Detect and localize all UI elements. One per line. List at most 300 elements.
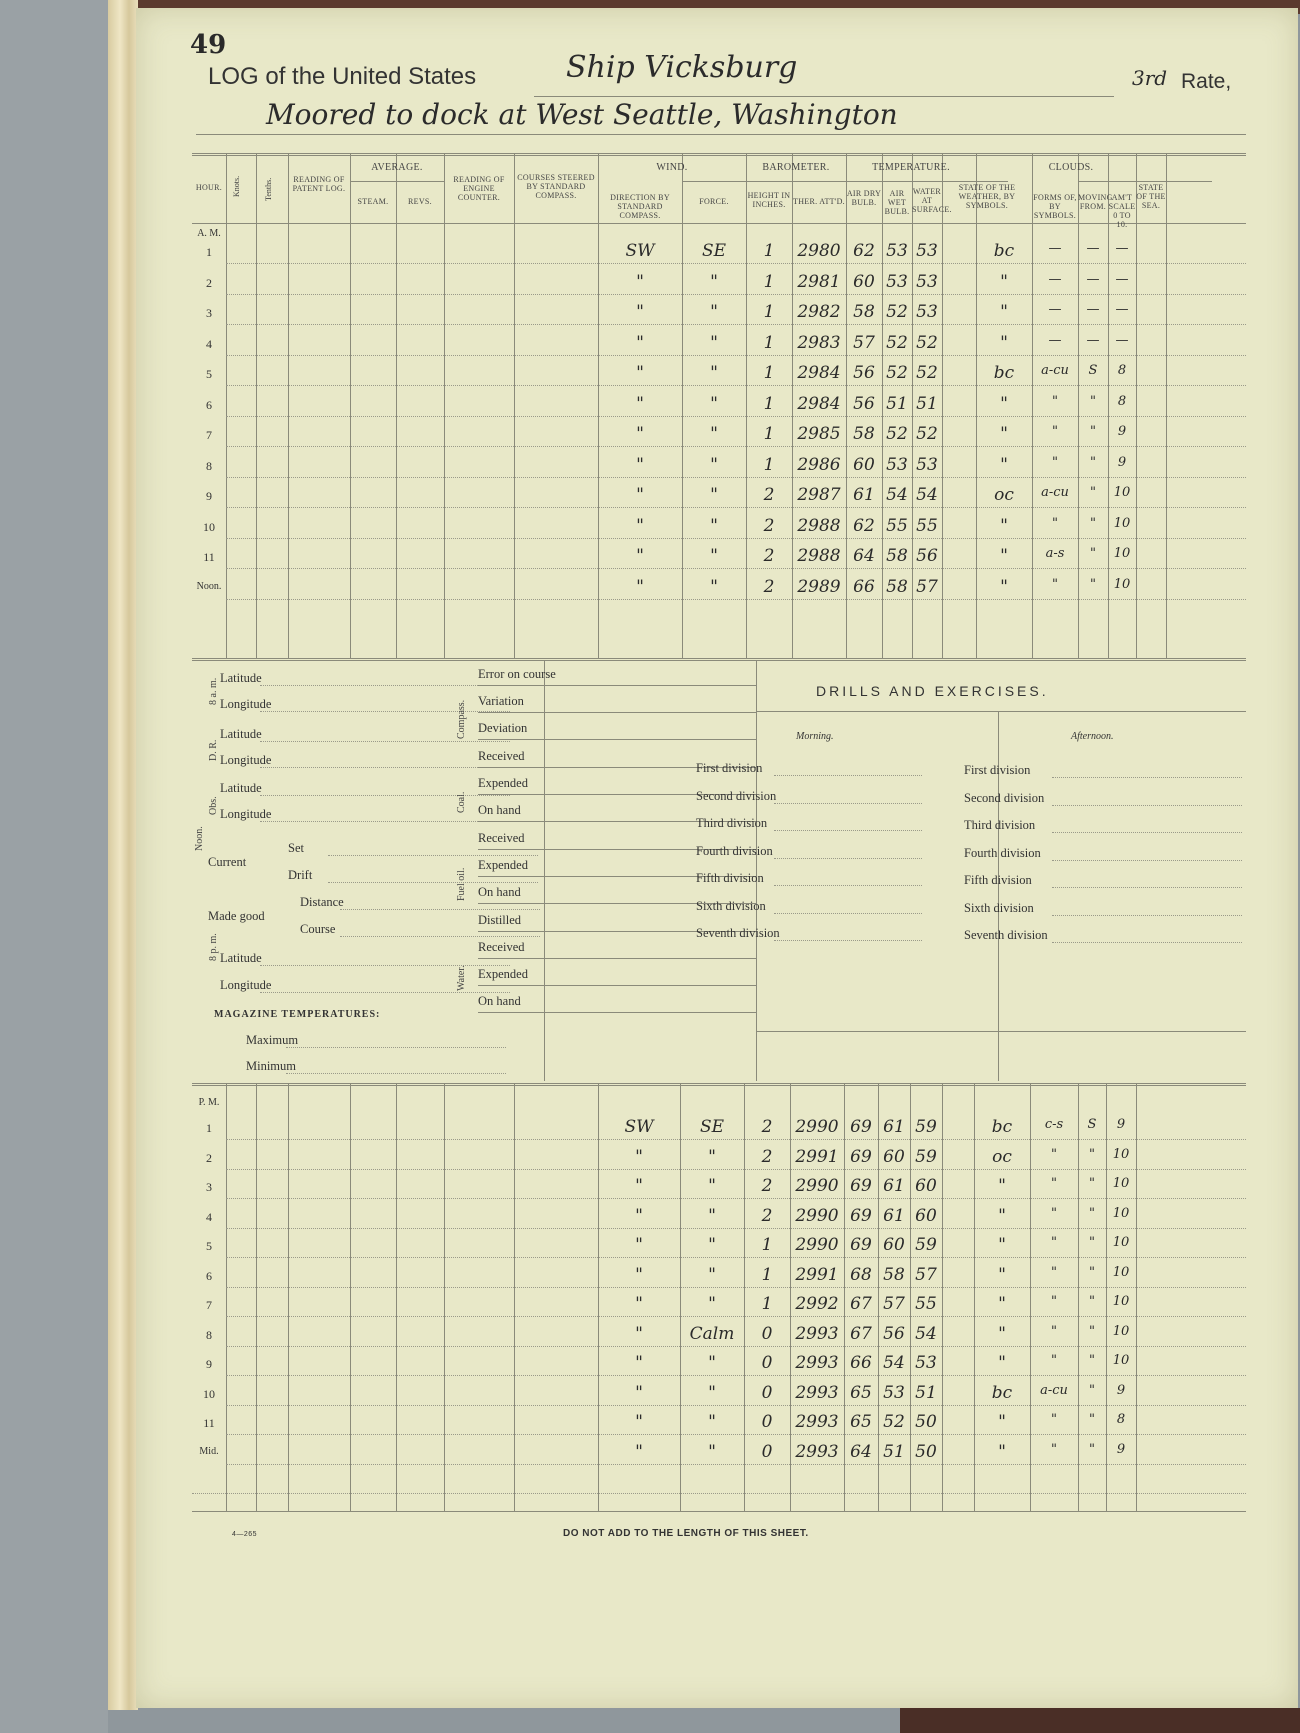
rule-line — [1052, 832, 1242, 833]
pm-dry-cell: 60 — [883, 1235, 905, 1255]
rule-line — [340, 936, 540, 937]
pm-wet-cell: 55 — [915, 1294, 937, 1314]
rule-line — [1052, 915, 1242, 916]
pm-row-hour: Mid. — [199, 1445, 219, 1457]
am-ther-cell: 58 — [853, 424, 875, 444]
column-rule — [350, 153, 351, 658]
rule-line — [774, 803, 922, 804]
stores-item-0: Error on course — [478, 667, 556, 681]
am-amt-cell: — — [1115, 271, 1129, 287]
pm-ther-cell: 69 — [850, 1146, 872, 1167]
header-force: FORCE. — [699, 197, 729, 206]
am-forms-cell: " — [1052, 515, 1058, 531]
am-weather-cell: " — [1000, 271, 1008, 292]
pm-ther-cell: 69 — [850, 1117, 872, 1137]
latitude-8am: Latitude — [220, 671, 262, 685]
pm-course-cell: " — [635, 1205, 643, 1226]
pm-moving-cell: S — [1087, 1117, 1097, 1132]
pm-wet-cell: 60 — [915, 1176, 937, 1196]
pm-forms-cell: c-s — [1044, 1117, 1064, 1132]
pm-force-cell: 0 — [761, 1412, 773, 1432]
pm-wet-cell: 54 — [915, 1323, 937, 1344]
am-weather-cell: " — [1000, 424, 1008, 444]
am-dry-cell: 52 — [886, 302, 908, 322]
rule-line — [226, 324, 1246, 325]
rule-line — [226, 263, 1246, 264]
am-dir-cell: SE — [701, 241, 727, 261]
header-tenths: Tenths. — [264, 177, 273, 201]
am-weather-cell: " — [1000, 576, 1008, 597]
am-dry-cell: 52 — [886, 363, 908, 383]
header-knots: Knots. — [232, 175, 241, 197]
rule-line — [1078, 181, 1212, 182]
rule-line — [478, 1012, 756, 1013]
header-courses: COURSES STEERED BY STANDARD COMPASS. — [517, 173, 595, 200]
pm-force-cell: 1 — [761, 1294, 773, 1314]
am-row-hour: Noon. — [196, 580, 222, 592]
pm-wet-cell: 60 — [915, 1205, 937, 1226]
pm-height-cell: 2990 — [795, 1205, 839, 1226]
am-ther-cell: 57 — [853, 332, 875, 353]
pm-row-hour: 8 — [206, 1327, 212, 1342]
am-wet-cell: 53 — [916, 241, 938, 261]
stores-item-9: Distilled — [478, 913, 522, 927]
drills-title: DRILLS AND EXERCISES. — [816, 683, 1049, 699]
pm-forms-cell: " — [1051, 1264, 1057, 1280]
made-good-label: Made good — [208, 909, 265, 923]
am-force-cell: 1 — [763, 454, 775, 475]
am-height-cell: 2989 — [797, 576, 841, 597]
pm-dir-cell: " — [708, 1235, 716, 1255]
am-moving-cell: — — [1086, 271, 1100, 287]
am-wet-cell: 53 — [916, 302, 938, 322]
pm-course-cell: " — [635, 1323, 643, 1344]
pm-row-hour: 4 — [206, 1209, 212, 1224]
morning-division: Fourth division — [696, 843, 773, 858]
am-moving-cell: " — [1090, 515, 1096, 531]
am-forms-cell: a-cu — [1041, 485, 1069, 500]
rule-line — [226, 1464, 1246, 1465]
rule-line — [286, 1047, 506, 1048]
pm-course-cell: " — [635, 1294, 643, 1314]
column-rule — [256, 153, 257, 658]
pm-dry-cell: 60 — [883, 1146, 905, 1167]
header-barometer: BAROMETER. — [762, 162, 830, 173]
scan-background — [0, 0, 108, 1733]
pm-force-cell: 0 — [761, 1353, 773, 1373]
morning-division: Fifth division — [696, 871, 764, 885]
pm-course-cell: " — [635, 1176, 643, 1196]
am-row-hour: 8 — [206, 458, 212, 473]
am-forms-cell: a-s — [1045, 546, 1065, 561]
am-dir-cell: " — [710, 302, 718, 322]
pm-row-hour: 2 — [206, 1150, 212, 1165]
am-forms-cell: " — [1052, 454, 1058, 470]
rule-line — [192, 223, 1246, 224]
pm-dir-cell: " — [708, 1294, 716, 1314]
pm-force-cell: 2 — [761, 1205, 773, 1226]
pm-dry-cell: 58 — [883, 1264, 905, 1285]
am-force-cell: 1 — [763, 363, 775, 383]
pm-weather-cell: " — [998, 1294, 1006, 1314]
footer-notice: DO NOT ADD TO THE LENGTH OF THIS SHEET. — [563, 1528, 809, 1539]
pm-forms-cell: " — [1051, 1176, 1057, 1191]
am-forms-cell: — — [1048, 332, 1062, 348]
pm-dry-cell: 51 — [883, 1441, 905, 1462]
header-engine-counter: READING OF ENGINE COUNTER. — [453, 175, 505, 202]
am-moving-cell: " — [1090, 576, 1096, 592]
am-dir-cell: " — [710, 515, 718, 536]
header-water: WATER AT SURFACE. — [912, 187, 952, 214]
am8-label: 8 a. m. — [208, 677, 219, 705]
fuel-label: Fuel oil. — [456, 867, 467, 901]
am-moving-cell: " — [1090, 485, 1096, 500]
am-course-cell: " — [636, 363, 644, 383]
afternoon-division: First division — [964, 763, 1031, 777]
rule-line — [226, 1405, 1246, 1406]
pm-wet-cell: 50 — [915, 1412, 937, 1432]
pm-ther-cell: 67 — [850, 1294, 872, 1314]
pm-ther-cell: 64 — [850, 1441, 872, 1462]
pm-ther-cell: 65 — [850, 1382, 872, 1403]
am-wet-cell: 54 — [916, 485, 938, 505]
morning-division: Third division — [696, 816, 768, 830]
pm-amt-cell: 8 — [1116, 1412, 1126, 1427]
pm-forms-cell: a-cu — [1040, 1382, 1068, 1398]
rule-line — [774, 858, 922, 859]
am-wet-cell: 53 — [916, 271, 938, 292]
rule-line — [192, 660, 1246, 661]
pm-forms-cell: " — [1051, 1353, 1057, 1368]
am-moving-cell: — — [1086, 302, 1100, 317]
pm-weather-cell: " — [998, 1264, 1006, 1285]
pm-height-cell: 2992 — [795, 1294, 839, 1314]
rule-line — [478, 712, 756, 713]
am-moving-cell: " — [1090, 424, 1096, 439]
am-wet-cell: 51 — [916, 393, 938, 414]
pm-weather-cell: " — [998, 1412, 1006, 1432]
rule-line — [260, 821, 510, 822]
am-dir-cell: " — [710, 363, 718, 383]
rule-line — [226, 538, 1246, 539]
pm-course-cell: " — [635, 1382, 643, 1403]
column-rule — [514, 1083, 515, 1511]
morning-division: First division — [696, 761, 763, 775]
stores-item-6: Received — [478, 831, 525, 845]
rule-line — [774, 940, 922, 941]
pm-amt-cell: 10 — [1112, 1146, 1130, 1162]
am-amt-cell: 8 — [1117, 393, 1127, 409]
rule-line — [192, 1493, 1246, 1494]
header-patent-log: READING OF PATENT LOG. — [292, 175, 346, 193]
am-course-cell: " — [636, 424, 644, 444]
pm-course-cell: " — [635, 1264, 643, 1285]
pm-amt-cell: 10 — [1112, 1294, 1130, 1309]
morning-division: Second division — [696, 788, 777, 803]
longitude-dr: Longitude — [220, 753, 272, 767]
am-label: A. M. — [197, 228, 221, 239]
rule-line — [1052, 887, 1242, 888]
pm-forms-cell: " — [1051, 1146, 1057, 1162]
rule-line — [226, 568, 1246, 569]
pm-amt-cell: 9 — [1116, 1117, 1126, 1132]
book-binding — [108, 0, 138, 1710]
water-label: Water. — [456, 965, 467, 991]
magazine-maximum: Maximum — [246, 1033, 299, 1047]
stores-item-7: Expended — [478, 858, 528, 872]
header-weather: STATE OF THE WEATHER, BY SYMBOLS. — [958, 183, 1016, 210]
pm-weather-cell: bc — [991, 1382, 1013, 1403]
am-height-cell: 2986 — [797, 454, 841, 475]
am-course-cell: " — [636, 271, 644, 292]
rule-line — [774, 830, 922, 831]
compass-label: Compass. — [456, 699, 467, 739]
am-amt-cell: 9 — [1117, 424, 1127, 439]
pm-wet-cell: 53 — [915, 1353, 937, 1373]
pm-amt-cell: 10 — [1112, 1205, 1130, 1221]
am-amt-cell: 10 — [1113, 515, 1131, 531]
am-wet-cell: 52 — [916, 363, 938, 383]
am-course-cell: " — [636, 393, 644, 414]
rule-line — [226, 477, 1246, 478]
pm-forms-cell: " — [1051, 1441, 1057, 1457]
pm-ther-cell: 68 — [850, 1264, 872, 1285]
am-row-hour: 11 — [203, 550, 215, 564]
am-force-cell: 2 — [763, 576, 775, 597]
header-average: AVERAGE. — [371, 162, 423, 173]
rule-line — [226, 1228, 1246, 1229]
rule-line — [226, 1139, 1246, 1140]
pm-wet-cell: 59 — [915, 1117, 937, 1137]
am-row-hour: 1 — [206, 245, 212, 259]
pm-moving-cell: " — [1089, 1412, 1095, 1427]
pm-dir-cell: " — [708, 1205, 716, 1226]
am-ther-cell: 60 — [853, 271, 875, 292]
am-dir-cell: " — [710, 485, 718, 505]
pm-forms-cell: " — [1051, 1205, 1057, 1221]
rate-label: Rate, — [1181, 70, 1232, 93]
current-drift: Drift — [288, 868, 313, 882]
rule-line — [226, 294, 1246, 295]
am-height-cell: 2988 — [797, 546, 841, 566]
am-weather-cell: " — [1000, 454, 1008, 475]
am-force-cell: 1 — [763, 302, 775, 322]
rule-line — [226, 1375, 1246, 1376]
pm-row-hour: 11 — [203, 1416, 215, 1430]
am-force-cell: 2 — [763, 546, 775, 566]
rule-line — [1052, 942, 1242, 943]
pm-moving-cell: " — [1089, 1353, 1095, 1368]
am-moving-cell: " — [1090, 546, 1096, 561]
current-set: Set — [288, 841, 304, 855]
pm-force-cell: 1 — [761, 1264, 773, 1285]
latitude-dr: Latitude — [220, 727, 262, 741]
pm-ther-cell: 69 — [850, 1235, 872, 1255]
pm-wet-cell: 59 — [915, 1235, 937, 1255]
rule-line — [260, 711, 510, 712]
am-dry-cell: 58 — [886, 546, 908, 566]
pm-ther-cell: 66 — [850, 1353, 872, 1373]
column-rule — [288, 153, 289, 658]
column-rule — [1136, 1083, 1137, 1511]
afternoon-division: Fifth division — [964, 873, 1032, 887]
form-number: 4—265 — [232, 1531, 258, 1538]
rule-line — [328, 855, 538, 856]
am-row-hour: 7 — [206, 428, 212, 442]
latitude-8pm: Latitude — [220, 951, 262, 965]
pm-dry-cell: 54 — [883, 1353, 905, 1373]
rule-line — [260, 965, 510, 966]
longitude-8am: Longitude — [220, 697, 272, 711]
am-weather-cell: oc — [994, 485, 1014, 505]
am-height-cell: 2982 — [797, 302, 841, 322]
am-dir-cell: " — [710, 424, 718, 444]
rule-line — [226, 1257, 1246, 1258]
afternoon-division: Third division — [964, 818, 1036, 832]
am-ther-cell: 56 — [853, 363, 875, 383]
am-forms-cell: a-cu — [1041, 363, 1069, 378]
rule-line — [192, 658, 1246, 659]
am-wet-cell: 52 — [916, 424, 938, 444]
rule-line — [756, 711, 1246, 712]
pm-row-hour: 5 — [206, 1239, 212, 1253]
am-wet-cell: 53 — [916, 454, 938, 475]
am-row-hour: 2 — [206, 275, 212, 290]
afternoon-division: Sixth division — [964, 900, 1034, 915]
pm-force-cell: 2 — [761, 1176, 773, 1196]
pm-amt-cell: 9 — [1116, 1441, 1126, 1457]
rule-line — [226, 507, 1246, 508]
pm-dir-cell: SE — [699, 1117, 725, 1137]
pm-amt-cell: 10 — [1112, 1323, 1130, 1339]
pm-moving-cell: " — [1089, 1382, 1095, 1398]
pm-dry-cell: 53 — [883, 1382, 905, 1403]
pm-height-cell: 2993 — [795, 1323, 839, 1344]
pm-moving-cell: " — [1089, 1205, 1095, 1221]
rule-line — [478, 739, 756, 740]
pm-amt-cell: 10 — [1112, 1264, 1130, 1280]
rule-line — [260, 741, 510, 742]
pm-row-hour: 9 — [206, 1357, 212, 1371]
rule-line — [226, 1346, 1246, 1347]
drills-afternoon: Afternoon. — [1071, 731, 1114, 742]
drills-morning: Morning. — [796, 731, 834, 742]
column-rule — [256, 1083, 257, 1511]
am-weather-cell: " — [1000, 515, 1008, 536]
pm-moving-cell: " — [1089, 1264, 1095, 1280]
am-force-cell: 1 — [763, 424, 775, 444]
pm-moving-cell: " — [1089, 1146, 1095, 1162]
am-force-cell: 1 — [763, 393, 775, 414]
rule-line — [774, 775, 922, 776]
pm-wet-cell: 51 — [915, 1382, 937, 1403]
am-wet-cell: 55 — [916, 515, 938, 536]
rule-line — [1052, 805, 1242, 806]
obs-label: Obs. — [208, 796, 219, 815]
rule-line — [478, 985, 756, 986]
column-rule — [1166, 153, 1167, 658]
column-rule — [444, 153, 445, 658]
column-rule — [1136, 153, 1137, 658]
pm-dry-cell: 57 — [883, 1294, 905, 1314]
pm-label: P. M. — [198, 1097, 220, 1108]
coal-label: Coal. — [456, 791, 467, 813]
current-label: Current — [208, 855, 247, 869]
pm-course-cell: " — [635, 1353, 643, 1373]
header-ther: THER. ATT'D. — [793, 197, 845, 206]
rule-line — [882, 181, 1008, 182]
pm8-label: 8 p. m. — [208, 933, 219, 961]
dr-label: D. R. — [208, 739, 219, 761]
am-course-cell: " — [636, 576, 644, 597]
pm-row-hour: 10 — [203, 1386, 215, 1401]
am-dir-cell: " — [710, 332, 718, 353]
pm-moving-cell: " — [1089, 1441, 1095, 1457]
pm-ther-cell: 65 — [850, 1412, 872, 1432]
header-steam: STEAM. — [357, 197, 389, 206]
made-good-distance: Distance — [300, 895, 344, 909]
am-forms-cell: " — [1052, 576, 1058, 592]
pm-wet-cell: 57 — [915, 1264, 937, 1285]
pm-ther-cell: 69 — [850, 1205, 872, 1226]
pm-forms-cell: " — [1051, 1294, 1057, 1309]
pm-amt-cell: 10 — [1112, 1176, 1130, 1191]
pm-force-cell: 1 — [761, 1235, 773, 1255]
pm-height-cell: 2990 — [795, 1176, 839, 1196]
stores-item-4: Expended — [478, 776, 528, 790]
am-forms-cell: — — [1048, 271, 1062, 287]
stores-item-11: Expended — [478, 967, 528, 981]
pm-force-cell: 2 — [761, 1146, 773, 1167]
am-weather-cell: bc — [993, 241, 1015, 261]
am-force-cell: 2 — [763, 485, 775, 505]
am-dry-cell: 51 — [886, 393, 908, 414]
header-sea: STATE OF THE SEA. — [1136, 183, 1166, 210]
latitude-obs: Latitude — [220, 781, 262, 795]
am-row-hour: 5 — [206, 367, 212, 381]
column-rule — [444, 1083, 445, 1511]
am-wet-cell: 56 — [916, 546, 938, 566]
rule-line — [350, 181, 444, 182]
column-rule — [288, 1083, 289, 1511]
pm-course-cell: SW — [624, 1117, 654, 1137]
column-rule — [396, 153, 397, 658]
am-course-cell: " — [636, 302, 644, 322]
pm-moving-cell: " — [1089, 1294, 1095, 1309]
pm-weather-cell: bc — [991, 1117, 1013, 1137]
pm-weather-cell: oc — [992, 1146, 1012, 1167]
pm-moving-cell: " — [1089, 1176, 1095, 1191]
header-height: HEIGHT IN INCHES. — [747, 191, 791, 209]
am-course-cell: " — [636, 454, 644, 475]
am-force-cell: 1 — [763, 332, 775, 353]
pm-force-cell: 0 — [761, 1382, 773, 1403]
am-amt-cell: 10 — [1113, 485, 1131, 500]
am-force-cell: 1 — [763, 271, 775, 292]
rule-line — [260, 992, 510, 993]
magazine-temps-label: MAGAZINE TEMPERATURES: — [214, 1009, 381, 1020]
am-force-cell: 1 — [763, 241, 775, 261]
am-weather-cell: " — [1000, 393, 1008, 414]
afternoon-division: Second division — [964, 790, 1045, 805]
longitude-8pm: Longitude — [220, 978, 272, 992]
header-direction: DIRECTION BY STANDARD COMPASS. — [610, 193, 670, 220]
am-ther-cell: 62 — [853, 515, 875, 536]
am-forms-cell: " — [1052, 424, 1058, 439]
pm-dir-cell: " — [708, 1146, 716, 1167]
am-dry-cell: 52 — [886, 332, 908, 353]
noon-label: Noon. — [194, 826, 205, 851]
